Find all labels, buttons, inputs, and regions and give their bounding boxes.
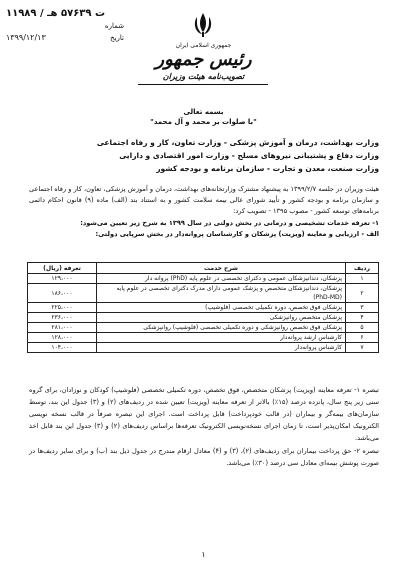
table-header-row [28,263,379,274]
row-number: ۱ [346,274,379,284]
addressee-line: وزارت صنعت، معدن و تجارت - سازمان برنامه و بودجه کشور [156,164,379,173]
letter-number: ۱۱۹۸۹ / ت ۵۷۶۳۹ هـ [6,8,106,19]
header-description: شرح خدمت [97,263,346,274]
header-divider [138,84,268,85]
table-row [28,343,379,353]
basmala: بسمه تعالی [183,108,224,116]
date-label: تاریخ [110,34,124,42]
row-number: ۲ [346,284,379,303]
president-title: رئیس جمهور [155,49,252,70]
row-description: پزشکان، دندانپزشکان متخصص و پزشک عمومی دارای مدرک دکترای تخصصی در علوم پایه (PhD-MD) [97,284,346,303]
republic-title: جمهوری اسلامی ایران [175,42,232,49]
letter-meta [6,8,124,44]
row-number: ۴ [346,313,379,323]
row-description: پزشکان فوق تخصص، دوره تکمیلی تخصصی (فلوشیپ) [97,303,346,313]
row-fee: ۱۸۶،۰۰۰ [28,284,97,303]
date-value: ۱۳۹۹/۱۲/۱۳ [6,33,46,42]
row-description: پزشکان متخصص روانپزشکی [97,313,346,323]
cabinet-decree-title: تصویب‌نامه هیئت وزیران [162,72,245,81]
row-fee: ۲۳۶،۰۰۰ [28,313,97,323]
row-number: ۳ [346,303,379,313]
number-label: شماره [104,22,124,30]
row-fee: ۱۲۹،۰۰۰ [28,274,97,284]
addressee-line: وزارت بهداشت، درمان و آموزش پزشکی - وزارت تعاون، کار و رفاه اجتماعی [96,138,379,147]
salawat: "با صلوات بر محمد و آل محمد" [150,118,257,126]
table-row [28,323,379,333]
row-number: ۶ [346,333,379,343]
table-row [28,303,379,313]
number-row [6,20,124,32]
addressee-line: وزارت دفاع و پشتیبانی نیروهای مسلح - وزارت امور اقتصادی و دارایی [119,151,379,160]
decree-intro: هیئت وزیران در جلسه ۱۳۹۹/۲/۷ به پیشنهاد مشترک وزارتخانه‌های بهداشت، درمان و آموزش پزشکی، تعاون، کار و رفاه اجتماعی و سازمان برنامه و بودجه کشور و تأیید شورای عالی بیمه سلامت کشور و به استناد بند (الف) ماده (۹) قانون احکام دائمی برنامه‌های توسعه کشور - مصوب ۱۳۹۵ - تصویب کرد: [29,185,379,216]
row-number: ۷ [346,343,379,353]
row-description: پزشکان فوق تخصص روانپزشکی و دوره تکمیلی تخصصی (فلوشیپ) روانپزشکی [97,323,346,333]
iran-emblem-icon [188,10,218,40]
row-description: کارشناس ارشد پروانه‌دار [97,333,346,343]
row-number: ۵ [346,323,379,333]
table-row [28,313,379,323]
row-description: پزشکان، دندانپزشکان عمومی و دکترای تخصصی در علوم پایه (PhD) پروانه دار [97,274,346,284]
row-fee: ۲۸۱،۰۰۰ [28,323,97,333]
notes [29,384,379,470]
row-fee: ۲۲۵،۰۰۰ [28,303,97,313]
row-fee: ۱۲۸،۰۰۰ [28,333,97,343]
addressees [29,136,379,175]
table-row [28,284,379,303]
tariff-table [27,262,379,353]
item-1a: الف - ارزیابی و معاینه (ویزیت) پزشکان و کارشناسان پروانه‌دار در بخش سرپایی دولتی: [95,229,379,238]
header-fee: تعرفه (ریال) [28,263,97,274]
page-number: ۱ [201,550,206,559]
table-row [28,333,379,343]
note-1: تبصره ۱- تعرفه معاینه (ویزیت) پزشکان متخصص، فوق تخصص، دوره تکمیلی تخصصی (فلوشیپ) کودکان و نوزادان، برای گروه سنی زیر پنج سال، پانزده درصد (۱۵٪) بالاتر از تعرفه معاینه (ویزیت) تعیین شده در ردیف‌های (۲) و (۳) جدول این بند، توسط سازمان‌های بیمه‌گر و بیماران (در قالب خودپرداخت) قابل پرداخت است. اجرای این تبصره صرفاً در قالب نسخه نویسی الکترونیک امکان‌پذیر است، تا زمان اجرای نسخه‌نویسی الکترونیک تعرفه‌ها براساس ردیف‌های (۲) و (۳) جدول این بند قابل اخذ می‌باشد. [29,386,379,442]
item-1: ۱- تعرفه خدمات تشخیصی و درمانی در بخش دولتی در سال ۱۳۹۹ به شرح زیر تعیین می‌شود: [80,218,379,227]
row-fee: ۱۰۴،۰۰۰ [28,343,97,353]
row-description: کارشناس پروانه‌دار [97,343,346,353]
decree-body [29,184,379,240]
note-2: تبصره ۲- حق پرداخت بیماران برای ردیف‌های (۲)، (۳) و (۴) معادل ارقام مندرج در جدول ذیل بند (ب) و برای سایر ردیف‌ها در صورت پوشش بیمه‌ای معادل سی درصد (۳۰٪) می‌باشد. [29,447,379,467]
header-row-number: ردیف [346,263,379,274]
table-row [28,274,379,284]
